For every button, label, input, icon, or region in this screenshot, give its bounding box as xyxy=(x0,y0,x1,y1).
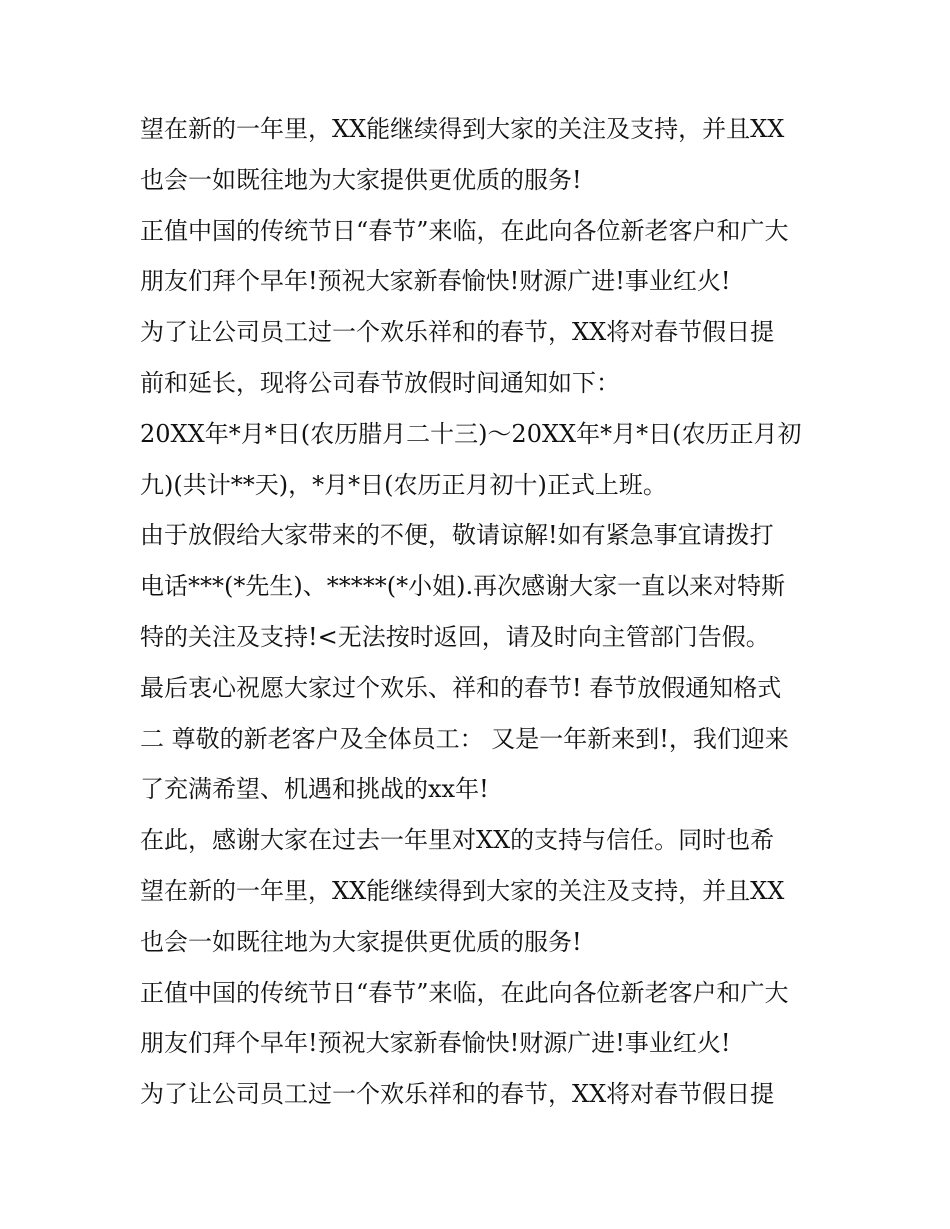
text-line: 为了让公司员工过一个欢乐祥和的春节，XX将对春节假日提 xyxy=(140,1080,775,1109)
text-line: 望在新的一年里，XX能继续得到大家的关注及支持，并且XX xyxy=(140,876,785,905)
text-line: 朋友们拜个早年!预祝大家新春愉快!财源广进!事业红火! xyxy=(140,267,731,296)
text-line: 二 尊敬的新老客户及全体员工： 又是一年新来到!，我们迎来 xyxy=(140,724,789,753)
text-line: 特的关注及支持!<无法按时返回，请及时向主管部门告假。 xyxy=(140,622,770,651)
text-line: 也会一如既往地为大家提供更优质的服务! xyxy=(140,165,582,194)
text-line: 望在新的一年里，XX能继续得到大家的关注及支持，并且XX xyxy=(140,115,785,143)
text-line: 最后衷心祝愿大家过个欢乐、祥和的春节! 春节放假通知格式 xyxy=(140,673,782,702)
text-line: 前和延长，现将公司春节放假时间通知如下： xyxy=(140,368,620,397)
text-line: 由于放假给大家带来的不便，敬请谅解!如有紧急事宜请拨打 xyxy=(140,521,774,550)
text-line: 电话***(*先生)、*****(*小姐).再次感谢大家一直以来对特斯 xyxy=(140,572,786,601)
text-line: 在此，感谢大家在过去一年里对XX的支持与信任。同时也希 xyxy=(140,826,775,855)
body-text xyxy=(140,104,820,1120)
text-line: 朋友们拜个早年!预祝大家新春愉快!财源广进!事业红火! xyxy=(140,1029,731,1058)
text-line: 九)(共计**天)，*月*日(农历正月初十)正式上班。 xyxy=(140,470,667,499)
text-line: 了充满希望、机遇和挑战的xx年! xyxy=(140,775,489,804)
text-line: 正值中国的传统节日“春节”来临，在此向各位新老客户和广大 xyxy=(140,216,789,245)
text-line: 20XX年*月*日(农历腊月二十三)～20XX年*月*日(农历正月初 xyxy=(140,419,802,448)
text-line: 正值中国的传统节日“春节”来临，在此向各位新老客户和广大 xyxy=(140,978,789,1007)
text-line: 也会一如既往地为大家提供更优质的服务! xyxy=(140,927,582,956)
text-line: 为了让公司员工过一个欢乐祥和的春节，XX将对春节假日提 xyxy=(140,318,775,347)
